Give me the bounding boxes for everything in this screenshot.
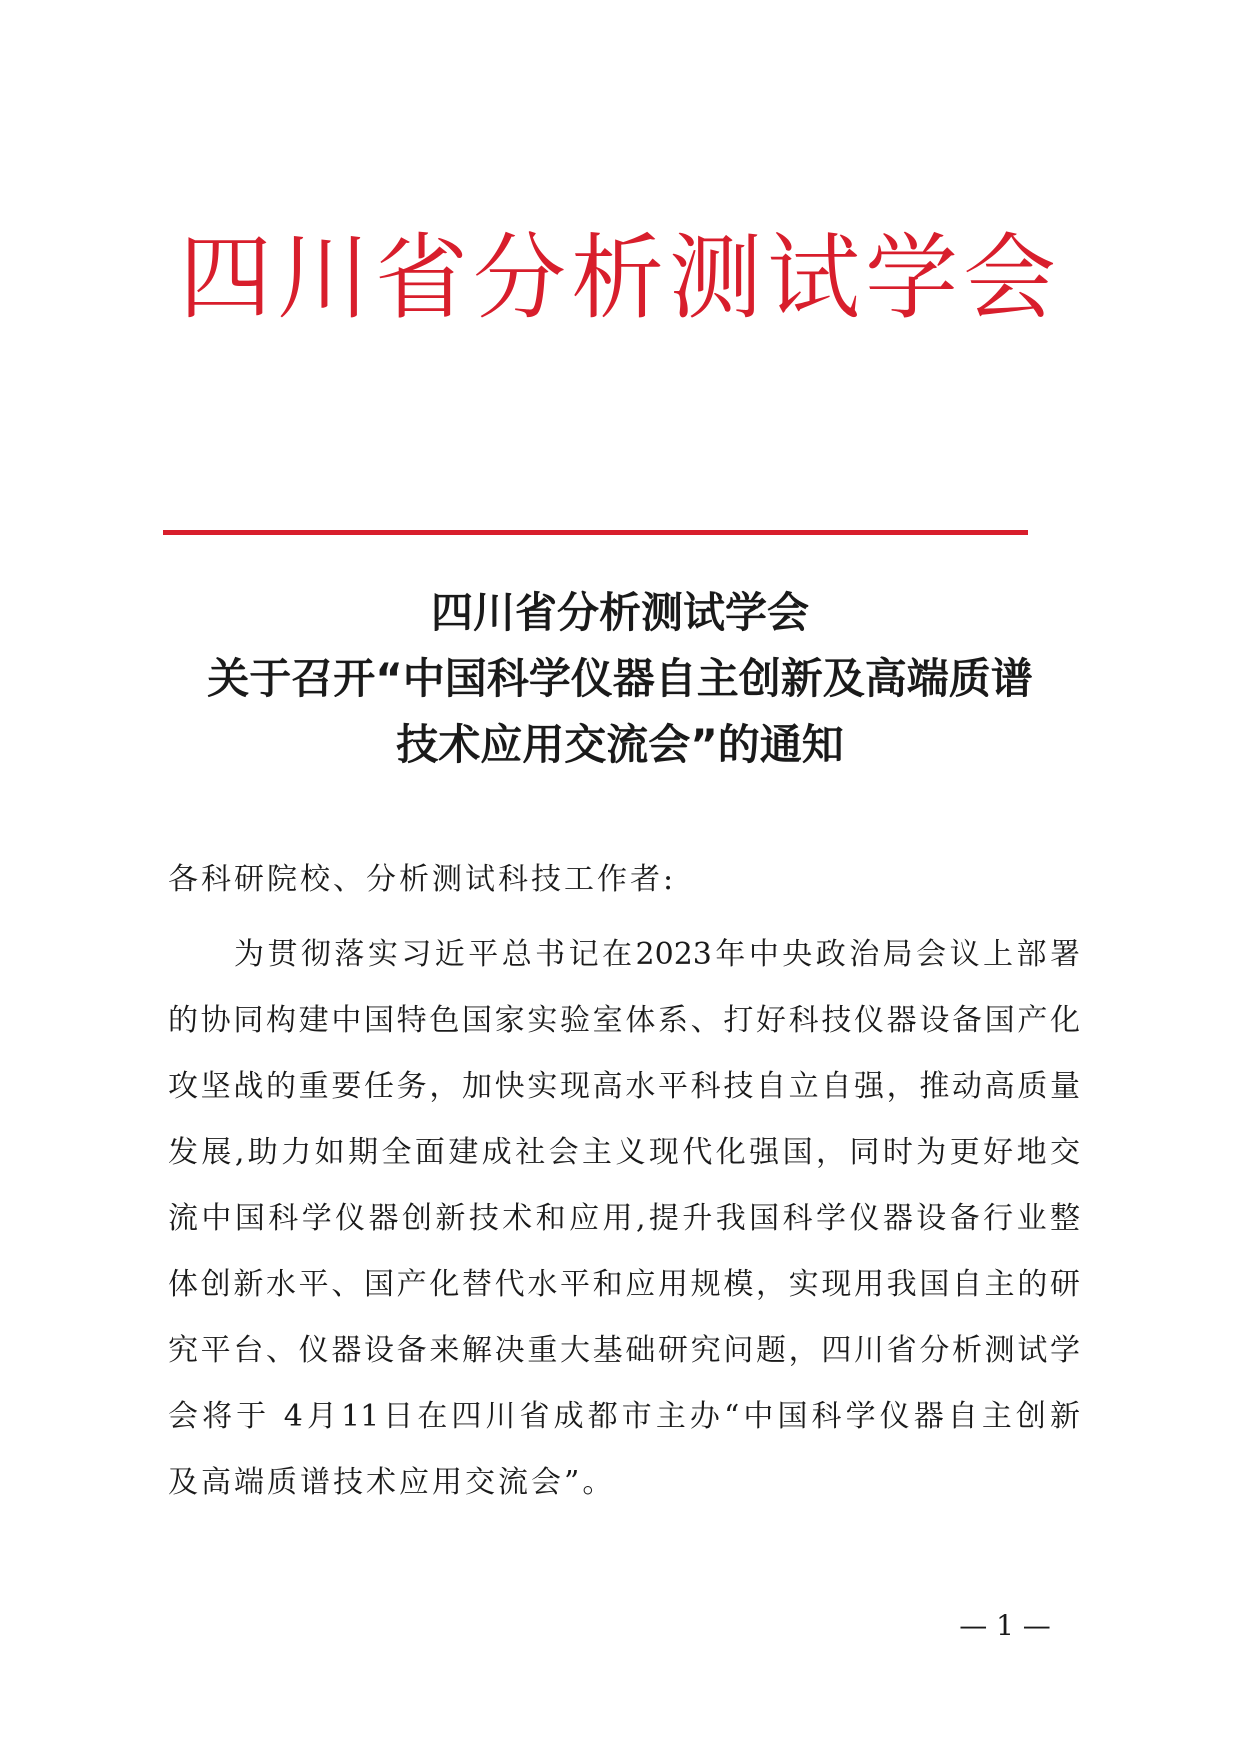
salutation: 各科研院校、分析测试科技工作者: <box>168 862 677 897</box>
title-line: 四川省分析测试学会 <box>430 588 809 637</box>
letterhead-red-rule <box>163 530 1028 535</box>
title-line: 关于召开“中国科学仪器自主创新及高端质谱 <box>207 654 1033 703</box>
paragraph-line: 发展,助力如期全面建成社会主义现代化强国，同时为更好地交 <box>168 1135 1080 1170</box>
body-paragraph <box>168 922 1080 1516</box>
paragraph-line: 及高端质谱技术应用交流会”。 <box>168 1465 616 1500</box>
paragraph-line: 流中国科学仪器创新技术和应用,提升我国科学仪器设备行业整 <box>168 1201 1080 1236</box>
paragraph-line: 会将于 4月11日在四川省成都市主办“中国科学仪器自主创新 <box>168 1399 1080 1434</box>
title-line: 技术应用交流会”的通知 <box>396 720 844 769</box>
paragraph-line: 攻坚战的重要任务，加快实现高水平科技自立自强，推动高质量 <box>168 1069 1080 1104</box>
paragraph-line: 究平台、仪器设备来解决重大基础研究问题，四川省分析测试学 <box>168 1333 1080 1368</box>
paragraph-line: 体创新水平、国产化替代水平和应用规模，实现用我国自主的研 <box>168 1267 1080 1302</box>
paragraph-line: 为贯彻落实习近平总书记在2023年中央政治局会议上部署 <box>234 937 1080 972</box>
paragraph-line: 的协同构建中国特色国家实验室体系、打好科技仪器设备国产化 <box>168 1003 1080 1038</box>
document-title <box>140 580 1100 778</box>
page-number: — 1 — <box>959 1609 1051 1642</box>
letterhead-org-name: 四川省分析测试学会 <box>179 224 1061 332</box>
